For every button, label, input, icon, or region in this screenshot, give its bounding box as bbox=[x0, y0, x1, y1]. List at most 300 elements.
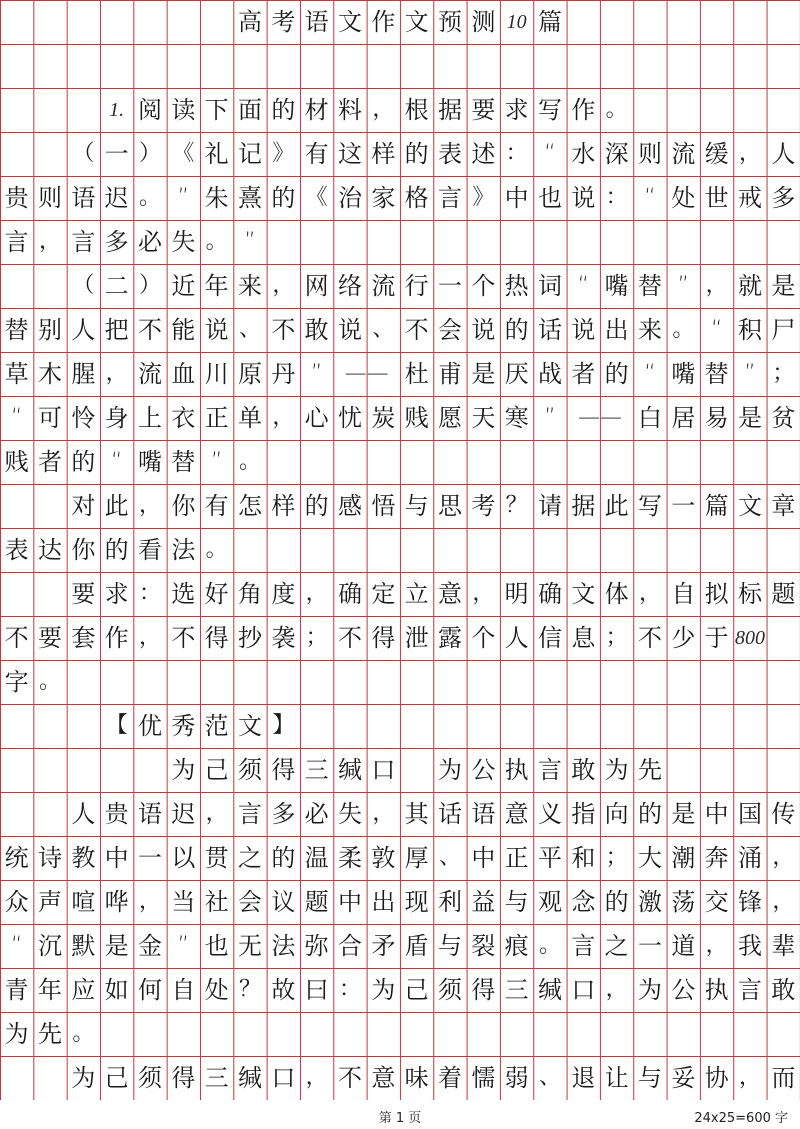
grid-cell-char: “ bbox=[644, 185, 656, 210]
grid-cell-char: 协 bbox=[704, 1064, 729, 1092]
grid-cell-char: （ bbox=[72, 273, 95, 298]
grid-cell-char: 不 bbox=[337, 1064, 362, 1092]
grid-row-cells bbox=[0, 1056, 800, 1100]
grid-row-cells bbox=[0, 748, 800, 792]
grid-cell-char: 弥 bbox=[304, 932, 329, 960]
grid-cell-char: 替 bbox=[171, 448, 196, 476]
grid-cell-char: 无 bbox=[237, 932, 262, 960]
grid-cell-char: “ bbox=[710, 317, 723, 342]
grid-cell-char: 三 bbox=[304, 756, 329, 784]
grid-row-cells bbox=[0, 0, 800, 44]
grid-cell-char: 语 bbox=[71, 184, 96, 212]
grid-cell-char: 读 bbox=[171, 96, 196, 124]
grid-cell-char: 语 bbox=[304, 8, 329, 36]
grid-cell-char: 者 bbox=[571, 360, 596, 388]
grid-row bbox=[0, 484, 800, 528]
grid-cell-char: 盾 bbox=[404, 932, 429, 960]
grid-cell-char: 嘴 bbox=[604, 272, 629, 300]
grid-cell-char: 年 bbox=[37, 976, 62, 1004]
grid-cell-char: 世 bbox=[704, 184, 729, 212]
grid-cell-char: 《 bbox=[172, 141, 195, 166]
grid-cell-char: 会 bbox=[237, 888, 262, 916]
grid-cell-char: 教 bbox=[71, 844, 96, 872]
grid-cell-char: 温 bbox=[304, 844, 329, 872]
grid-cell-char: 贱 bbox=[404, 404, 429, 432]
grid-cell-char: 思 bbox=[437, 492, 462, 520]
grid-row bbox=[0, 308, 800, 352]
grid-spec-label: 24x25=600 字 bbox=[694, 1111, 788, 1126]
grid-row bbox=[0, 176, 800, 220]
grid-cell-char: ， bbox=[772, 889, 795, 914]
grid-row-cells bbox=[0, 352, 800, 396]
grid-row-cells bbox=[0, 704, 800, 748]
grid-cell-char: 阅 bbox=[137, 96, 162, 124]
grid-cell-char: 一 bbox=[671, 492, 696, 520]
grid-cell-char: 尸 bbox=[771, 316, 796, 344]
grid-row bbox=[0, 748, 800, 792]
grid-row-cells bbox=[0, 880, 800, 924]
grid-cell-char: 必 bbox=[304, 800, 329, 828]
grid-cell-char: 退 bbox=[571, 1064, 596, 1092]
grid-cell-char: 为 bbox=[604, 756, 629, 784]
grid-cell-char: 是 bbox=[737, 404, 762, 432]
grid-cell-char: 公 bbox=[671, 976, 696, 1004]
grid-cell-char: 的 bbox=[304, 492, 329, 520]
grid-cell-char: 杜 bbox=[404, 360, 429, 388]
grid-cell-char: 积 bbox=[737, 316, 762, 344]
grid-cell-char: 的 bbox=[604, 888, 629, 916]
grid-cell-char: 嘴 bbox=[137, 448, 162, 476]
grid-cell-char: 的 bbox=[71, 448, 96, 476]
grid-cell-char: 战 bbox=[537, 360, 562, 388]
grid-cell-char: 熹 bbox=[237, 184, 262, 212]
grid-cell-char: 先 bbox=[37, 1020, 62, 1048]
grid-cell-char: 贫 bbox=[771, 404, 796, 432]
grid-cell-char: 治 bbox=[337, 184, 362, 212]
grid-cell-char: 替 bbox=[4, 316, 29, 344]
grid-cell-char: 替 bbox=[637, 272, 662, 300]
grid-cell-char: 的 bbox=[504, 316, 529, 344]
grid-cell-char: 《 bbox=[305, 185, 328, 210]
grid-cell-char: 拟 bbox=[704, 580, 729, 608]
grid-row bbox=[0, 660, 800, 704]
grid-cell-char: 近 bbox=[171, 272, 196, 300]
grid-cell-char: 贵 bbox=[4, 184, 29, 212]
grid-cell-char: 说 bbox=[471, 316, 496, 344]
grid-cell-char: 执 bbox=[704, 976, 729, 1004]
grid-cell-char: 记 bbox=[237, 140, 262, 168]
grid-cell-char: 求 bbox=[104, 580, 129, 608]
grid-cell-char: 道 bbox=[671, 932, 696, 960]
grid-cell-char: 题 bbox=[771, 580, 796, 608]
grid-cell-char: 矛 bbox=[371, 932, 396, 960]
grid-cell-char: 得 bbox=[271, 756, 296, 784]
grid-cell-char: ， bbox=[205, 801, 228, 826]
grid-cell-char: 此 bbox=[604, 492, 629, 520]
grid-cell-char: ， bbox=[372, 97, 395, 122]
grid-cell-char: 三 bbox=[204, 1064, 229, 1092]
grid-cell-char: 中 bbox=[104, 844, 129, 872]
grid-cell-char: 感 bbox=[337, 492, 362, 520]
grid-cell-char: 于 bbox=[704, 624, 729, 652]
grid-cell-char: 息 bbox=[571, 624, 596, 652]
grid-cell-char: 迟 bbox=[171, 800, 196, 828]
grid-cell-char: 确 bbox=[537, 580, 562, 608]
grid-cell-char: 执 bbox=[504, 756, 529, 784]
grid-cell-char: 多 bbox=[271, 800, 296, 828]
grid-cell-char: ， bbox=[138, 493, 161, 518]
grid-cell-char: ： bbox=[138, 581, 161, 606]
grid-row-cells bbox=[0, 660, 800, 704]
grid-cell-char: 。 bbox=[238, 449, 261, 474]
grid-cell-char: 格 bbox=[404, 184, 429, 212]
grid-cell-char: ） bbox=[138, 273, 161, 298]
grid-cell-char: 料 bbox=[337, 96, 362, 124]
grid-cell-char: 意 bbox=[504, 800, 529, 828]
grid-cell-char: 血 bbox=[171, 360, 196, 388]
grid-cell-char: “ bbox=[577, 273, 590, 298]
grid-cell-char: 统 bbox=[4, 844, 29, 872]
grid-cell-char: 是 bbox=[471, 360, 496, 388]
grid-cell-char: ， bbox=[705, 273, 728, 298]
grid-cell-char: 表 bbox=[4, 536, 29, 564]
grid-cell-char: ” bbox=[677, 273, 690, 298]
grid-cell-char: 其 bbox=[404, 800, 429, 828]
grid-cell-char: 沉 bbox=[37, 932, 62, 960]
grid-cell-char: 厌 bbox=[504, 360, 529, 388]
grid-cell-char: 也 bbox=[204, 932, 229, 960]
grid-cell-char: 心 bbox=[304, 404, 329, 432]
grid-cell-char: 材 bbox=[304, 96, 329, 124]
grid-cell-char: 面 bbox=[237, 96, 262, 124]
grid-row bbox=[0, 440, 800, 484]
grid-cell-char: 口 bbox=[271, 1064, 296, 1092]
grid-cell-char: 国 bbox=[737, 800, 762, 828]
grid-cell-char: 出 bbox=[604, 316, 629, 344]
grid-cell-char: 选 bbox=[171, 580, 196, 608]
grid-row-cells bbox=[0, 396, 800, 440]
grid-cell-char: ， bbox=[38, 229, 61, 254]
grid-cell-char: 优 bbox=[137, 712, 162, 740]
grid-cell-char: 处 bbox=[204, 976, 229, 1004]
grid-cell-char: 个 bbox=[471, 272, 496, 300]
grid-cell-char: 正 bbox=[504, 844, 529, 872]
grid-cell-char: 让 bbox=[604, 1064, 629, 1092]
grid-cell-char: 流 bbox=[371, 272, 396, 300]
grid-cell-char: 奔 bbox=[704, 844, 729, 872]
grid-cell-char: ： bbox=[605, 185, 628, 210]
grid-cell-char: 议 bbox=[271, 888, 296, 916]
grid-cell-char: 可 bbox=[37, 404, 62, 432]
grid-cell-char: 居 bbox=[671, 404, 696, 432]
grid-cell-char: 之 bbox=[237, 844, 262, 872]
grid-cell-char: 法 bbox=[271, 932, 296, 960]
grid-cell-char: 腥 bbox=[71, 360, 96, 388]
grid-cell-char: 高 bbox=[237, 8, 262, 36]
grid-cell-char: 朱 bbox=[204, 184, 229, 212]
grid-cell-char: 为 bbox=[371, 976, 396, 1004]
grid-row-cells bbox=[0, 836, 800, 880]
grid-cell-char: 口 bbox=[371, 756, 396, 784]
grid-cell-char: 身 bbox=[104, 404, 129, 432]
grid-cell-char: 词 bbox=[537, 272, 562, 300]
grid-row bbox=[0, 836, 800, 880]
grid-cell-char: 露 bbox=[437, 624, 462, 652]
grid-cell-char: 为 bbox=[637, 976, 662, 1004]
grid-row-cells bbox=[0, 528, 800, 572]
grid-cell-char: 弱 bbox=[504, 1064, 529, 1092]
grid-cell-char: 根 bbox=[404, 96, 429, 124]
grid-cell-char: 声 bbox=[37, 888, 62, 916]
grid-cell-char: 向 bbox=[604, 800, 629, 828]
grid-cell-char: ， bbox=[605, 977, 628, 1002]
grid-cell-char: 与 bbox=[404, 492, 429, 520]
grid-cell-char: 金 bbox=[137, 932, 162, 960]
grid-cell-char: 套 bbox=[71, 624, 96, 652]
grid-cell-char: 泄 bbox=[404, 624, 429, 652]
grid-cell-char: 缄 bbox=[537, 976, 562, 1004]
grid-cell-char: ” bbox=[177, 933, 190, 958]
grid-cell-char: 样 bbox=[371, 140, 396, 168]
grid-cell-char: 预 bbox=[437, 8, 462, 36]
grid-cell-char: 是 bbox=[104, 932, 129, 960]
grid-row-cells bbox=[0, 44, 800, 88]
grid-cell-char: 怜 bbox=[71, 404, 96, 432]
grid-row-cells bbox=[0, 572, 800, 616]
grid-cell-char: 己 bbox=[404, 976, 429, 1004]
grid-cell-char: 不 bbox=[637, 624, 662, 652]
grid-cell-char: 草 bbox=[4, 360, 29, 388]
grid-cell-char: 络 bbox=[337, 272, 362, 300]
grid-cell-char: 表 bbox=[437, 140, 462, 168]
grid-cell-char: 柔 bbox=[337, 844, 362, 872]
grid-cell-char: 一 bbox=[137, 844, 162, 872]
grid-cell-char: 言 bbox=[437, 184, 462, 212]
grid-cell-char: 度 bbox=[271, 580, 296, 608]
grid-cell-char: ， bbox=[305, 1065, 328, 1090]
grid-cell-char: ， bbox=[272, 405, 295, 430]
grid-cell-char: 要 bbox=[71, 580, 96, 608]
grid-cell-char: 文 bbox=[404, 8, 429, 36]
grid-cell-char: 为 bbox=[437, 756, 462, 784]
grid-cell-char: 、 bbox=[538, 1065, 561, 1090]
grid-cell-char: ， bbox=[472, 581, 495, 606]
grid-cell-char: 是 bbox=[671, 800, 696, 828]
grid-cell-char: 文 bbox=[571, 580, 596, 608]
grid-cell-char: 现 bbox=[404, 888, 429, 916]
grid-cell-char: 行 bbox=[404, 272, 429, 300]
grid-cell-char: ； bbox=[605, 625, 628, 650]
grid-cell-char: ） bbox=[138, 141, 161, 166]
grid-cell-char: ， bbox=[105, 361, 128, 386]
grid-cell-char: 故 bbox=[271, 976, 296, 1004]
grid-row bbox=[0, 616, 800, 660]
grid-cell-char: 交 bbox=[704, 888, 729, 916]
grid-cell-char: 你 bbox=[171, 492, 196, 520]
grid-cell-char: ， bbox=[705, 933, 728, 958]
grid-cell-char: 川 bbox=[204, 360, 229, 388]
grid-cell-char: 默 bbox=[71, 932, 96, 960]
grid-cell-char: 。 bbox=[605, 97, 628, 122]
grid-cell-char: 。 bbox=[72, 1021, 95, 1046]
grid-row-cells bbox=[0, 792, 800, 836]
grid-cell-char: 深 bbox=[604, 140, 629, 168]
grid-cell-char: 戒 bbox=[737, 184, 762, 212]
grid-cell-char: 法 bbox=[171, 536, 196, 564]
grid-cell-char: 。 bbox=[205, 229, 228, 254]
grid-cell-char: ； bbox=[305, 625, 328, 650]
grid-cell-char: 》 bbox=[472, 185, 495, 210]
grid-cell-char: 有 bbox=[304, 140, 329, 168]
grid-cell-char: 不 bbox=[271, 316, 296, 344]
grid-cell-char: 就 bbox=[737, 272, 762, 300]
grid-cell-char: 言 bbox=[237, 800, 262, 828]
grid-row bbox=[0, 1012, 800, 1056]
grid-cell-char: 的 bbox=[104, 536, 129, 564]
grid-cell-char: 写 bbox=[637, 492, 662, 520]
grid-cell-char: 角 bbox=[237, 580, 262, 608]
grid-cell-char: 敦 bbox=[371, 844, 396, 872]
grid-cell-char: 作 bbox=[104, 624, 129, 652]
grid-cell-char: 、 bbox=[372, 317, 395, 342]
grid-cell-char: 人 bbox=[504, 624, 529, 652]
grid-cell-char: —— bbox=[344, 361, 389, 386]
grid-row bbox=[0, 88, 800, 132]
grid-cell-char: 文 bbox=[737, 492, 762, 520]
grid-cell-char: 、 bbox=[238, 317, 261, 342]
grid-cell-char: 定 bbox=[371, 580, 396, 608]
grid-cell-char: 寒 bbox=[504, 404, 529, 432]
grid-cell-char: 己 bbox=[204, 756, 229, 784]
grid-cell-char: 先 bbox=[637, 756, 662, 784]
grid-cell-char: 合 bbox=[337, 932, 362, 960]
grid-cell-char: “ bbox=[10, 933, 23, 958]
grid-cell-char: 丹 bbox=[271, 360, 296, 388]
grid-cell-char: 袭 bbox=[271, 624, 296, 652]
grid-cell-char: （ bbox=[72, 141, 95, 166]
grid-cell-char: 把 bbox=[104, 316, 129, 344]
grid-cell-char: 自 bbox=[171, 976, 196, 1004]
grid-cell-char: 衣 bbox=[171, 404, 196, 432]
grid-cell-char: 益 bbox=[471, 888, 496, 916]
grid-cell-char: 上 bbox=[137, 404, 162, 432]
grid-cell-char: “ bbox=[644, 361, 656, 386]
grid-cell-char: 中 bbox=[704, 800, 729, 828]
grid-cell-char: 家 bbox=[371, 184, 396, 212]
grid-cell-char: 须 bbox=[437, 976, 462, 1004]
grid-row-cells bbox=[0, 924, 800, 968]
grid-cell-char: ， bbox=[738, 141, 761, 166]
grid-cell-char: “ bbox=[10, 405, 23, 430]
grid-cell-char: 得 bbox=[471, 976, 496, 1004]
grid-cell-char: 也 bbox=[537, 184, 562, 212]
grid-cell-char: 要 bbox=[471, 96, 496, 124]
grid-cell-char: 如 bbox=[104, 976, 129, 1004]
grid-cell-char: 着 bbox=[437, 1064, 462, 1092]
grid-row-cells bbox=[0, 176, 800, 220]
grid-cell-char: 大 bbox=[637, 844, 662, 872]
grid-cell-char: 为 bbox=[171, 756, 196, 784]
grid-cell-char: 中 bbox=[504, 184, 529, 212]
grid-cell-char: 得 bbox=[371, 624, 396, 652]
grid-cell-char: 荡 bbox=[671, 888, 696, 916]
grid-cell-char: 口 bbox=[571, 976, 596, 1004]
grid-cell-char: 据 bbox=[571, 492, 596, 520]
grid-cell-char: 考 bbox=[271, 8, 296, 36]
grid-cell-char: 网 bbox=[304, 272, 329, 300]
grid-cell-char: 说 bbox=[571, 316, 596, 344]
grid-cell-char: 、 bbox=[438, 845, 461, 870]
grid-cell-char: 不 bbox=[404, 316, 429, 344]
grid-cell-char: ” bbox=[744, 361, 756, 386]
grid-cell-char: 流 bbox=[671, 140, 696, 168]
grid-cell-char: 众 bbox=[4, 888, 29, 916]
grid-row-cells bbox=[0, 264, 800, 308]
grid-cell-char: 】 bbox=[272, 713, 295, 738]
grid-cell-char: 处 bbox=[671, 184, 696, 212]
grid-cell-char: ” bbox=[244, 229, 256, 254]
grid-cell-char: 三 bbox=[504, 976, 529, 1004]
grid-cell-char: ， bbox=[638, 581, 661, 606]
grid-cell-char: 失 bbox=[337, 800, 362, 828]
grid-cell-char: 喧 bbox=[71, 888, 96, 916]
grid-cell-char: 为 bbox=[4, 1020, 29, 1048]
grid-row-cells bbox=[0, 616, 800, 660]
grid-cell-char: 敢 bbox=[771, 976, 796, 1004]
grid-cell-char: 缄 bbox=[337, 756, 362, 784]
grid-cell-char: 要 bbox=[37, 624, 62, 652]
grid-cell-char: 。 bbox=[538, 933, 561, 958]
grid-cell-char: 样 bbox=[271, 492, 296, 520]
grid-row bbox=[0, 0, 800, 44]
grid-cell-char: 诗 bbox=[37, 844, 62, 872]
grid-cell-char: 话 bbox=[537, 316, 562, 344]
grid-cell-char: 一 bbox=[437, 272, 462, 300]
grid-cell-char: 公 bbox=[471, 756, 496, 784]
grid-cell-char: 与 bbox=[637, 1064, 662, 1092]
grid-cell-char: 传 bbox=[771, 800, 796, 828]
grid-cell-char: 能 bbox=[171, 316, 196, 344]
grid-cell-char: 当 bbox=[171, 888, 196, 916]
grid-cell-char: 篇 bbox=[537, 8, 562, 36]
grid-cell-char: 个 bbox=[471, 624, 496, 652]
grid-cell-char: 达 bbox=[37, 536, 62, 564]
grid-cell-char: 青 bbox=[4, 976, 29, 1004]
grid-cell-char: 来 bbox=[637, 316, 662, 344]
grid-row bbox=[0, 792, 800, 836]
grid-row-cells bbox=[0, 440, 800, 484]
grid-cell-char: 此 bbox=[104, 492, 129, 520]
grid-cell-char: 篇 bbox=[704, 492, 729, 520]
grid-cell-char: 的 bbox=[637, 800, 662, 828]
grid-cell-char: 味 bbox=[404, 1064, 429, 1092]
grid-cell-char: 和 bbox=[571, 844, 596, 872]
grid-cell-char: 据 bbox=[437, 96, 462, 124]
grid-cell-char: 不 bbox=[4, 624, 29, 652]
grid-cell-char: 懦 bbox=[471, 1064, 496, 1092]
grid-cell-char: 敢 bbox=[571, 756, 596, 784]
grid-cell-char: ” bbox=[177, 185, 190, 210]
grid-cell-char: 单 bbox=[237, 404, 262, 432]
grid-cell-char: 人 bbox=[71, 800, 96, 828]
grid-cell-char: 测 bbox=[471, 8, 496, 36]
grid-cell-char: 何 bbox=[137, 976, 162, 1004]
grid-cell-char: ； bbox=[772, 361, 795, 386]
grid-cell-char: 一 bbox=[637, 932, 662, 960]
grid-cell-char: 别 bbox=[37, 316, 62, 344]
grid-row bbox=[0, 220, 800, 264]
grid-cell-char: 题 bbox=[304, 888, 329, 916]
